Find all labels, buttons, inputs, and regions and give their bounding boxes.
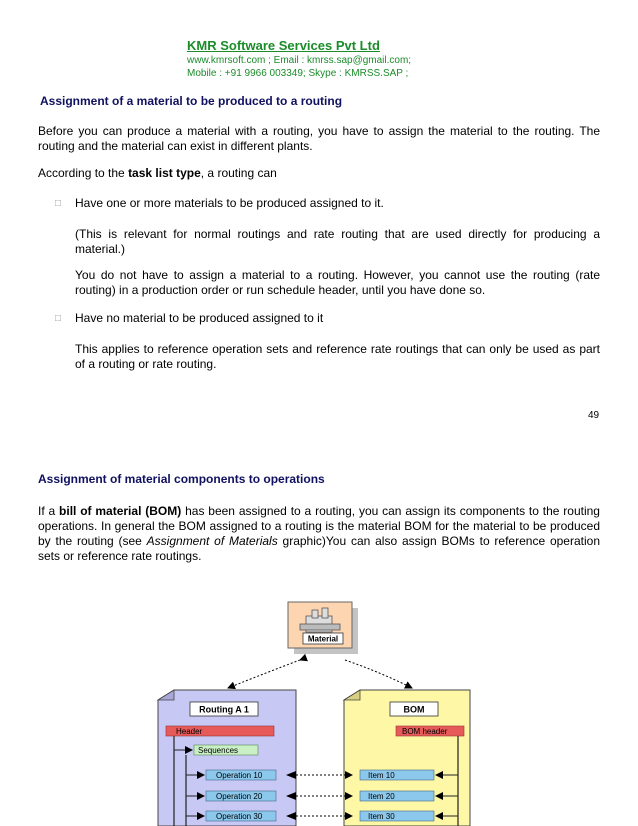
section1-para2 xyxy=(38,166,600,181)
operation-label: Operation 20 xyxy=(216,792,263,801)
bullet2-note: This applies to reference operation sets and reference rate routings that can only be used as part of a routing or rate routing. xyxy=(75,342,600,371)
bullet1-note1: (This is relevant for normal routings and rate routing that are used directly for producing a material.) xyxy=(75,227,600,256)
operation-label: Operation 10 xyxy=(216,771,263,780)
s2-pre: If a xyxy=(38,504,60,518)
para2-pre: According to the xyxy=(38,166,129,180)
para2-bold: task list type xyxy=(128,166,201,180)
material-bom-link xyxy=(345,660,412,688)
routing-sequences: Sequences xyxy=(198,746,239,755)
bullet1-note2: You do not have to assign a material to a routing. However, you cannot use the routing (rate routing) in a production order or run schedule header, until you have done so. xyxy=(75,268,600,297)
s2-post: graphic)You can also assign BOMs to reference operation sets or reference rate routings. xyxy=(38,534,600,563)
item-label: Item 10 xyxy=(368,771,395,780)
s2-mid: has been assigned to a routing, you can assign its components to the routing operations. In general the BOM assigned to a routing is the material BOM for the material to be produced by the routing (see xyxy=(38,504,600,548)
section2-para xyxy=(38,504,600,564)
section1-heading: Assignment of a material to be produced to a routing xyxy=(40,94,343,108)
section1-para1: Before you can produce a material with a routing, you have to assign the material to the routing. The routing and the material can exist in different plants. xyxy=(38,124,600,153)
operation-label: Operation 30 xyxy=(216,812,263,821)
item-label: Item 30 xyxy=(368,812,395,821)
bullet2-text: Have no material to be produced assigned to it xyxy=(75,311,324,325)
material-label: Material xyxy=(307,634,339,644)
material-node xyxy=(288,602,358,654)
material-routing-link xyxy=(228,660,300,688)
routing-header: Header xyxy=(176,727,203,736)
bom-node xyxy=(344,690,470,826)
bom-header: BOM header xyxy=(402,727,448,736)
routing-title: Routing A 1 xyxy=(199,704,249,715)
para2-post: , a routing can xyxy=(200,166,277,180)
section2-heading: Assignment of material components to operations xyxy=(38,472,325,486)
bullet2-marker: □ xyxy=(55,313,62,324)
routing-bom-diagram xyxy=(0,580,638,826)
routing-node xyxy=(158,690,296,826)
letterhead xyxy=(187,38,411,80)
page-number: 49 xyxy=(588,410,600,421)
s2-italic: Assignment of Materials xyxy=(146,534,278,548)
s2-bold: bill of material (BOM) xyxy=(59,504,182,518)
company-name: KMR Software Services Pvt Ltd xyxy=(187,38,380,53)
contact-phone-skype: Mobile : +91 9966 003349; Skype : KMRSS.SAP ; xyxy=(187,67,409,79)
bullet1-marker: □ xyxy=(55,198,62,209)
item-label: Item 20 xyxy=(368,792,395,801)
bom-title: BOM xyxy=(403,704,425,715)
contact-web-email: www.kmrsoft.com ; Email : kmrss.sap@gmail.com; xyxy=(187,54,412,66)
bullet1-text: Have one or more materials to be produced assigned to it. xyxy=(75,196,384,210)
